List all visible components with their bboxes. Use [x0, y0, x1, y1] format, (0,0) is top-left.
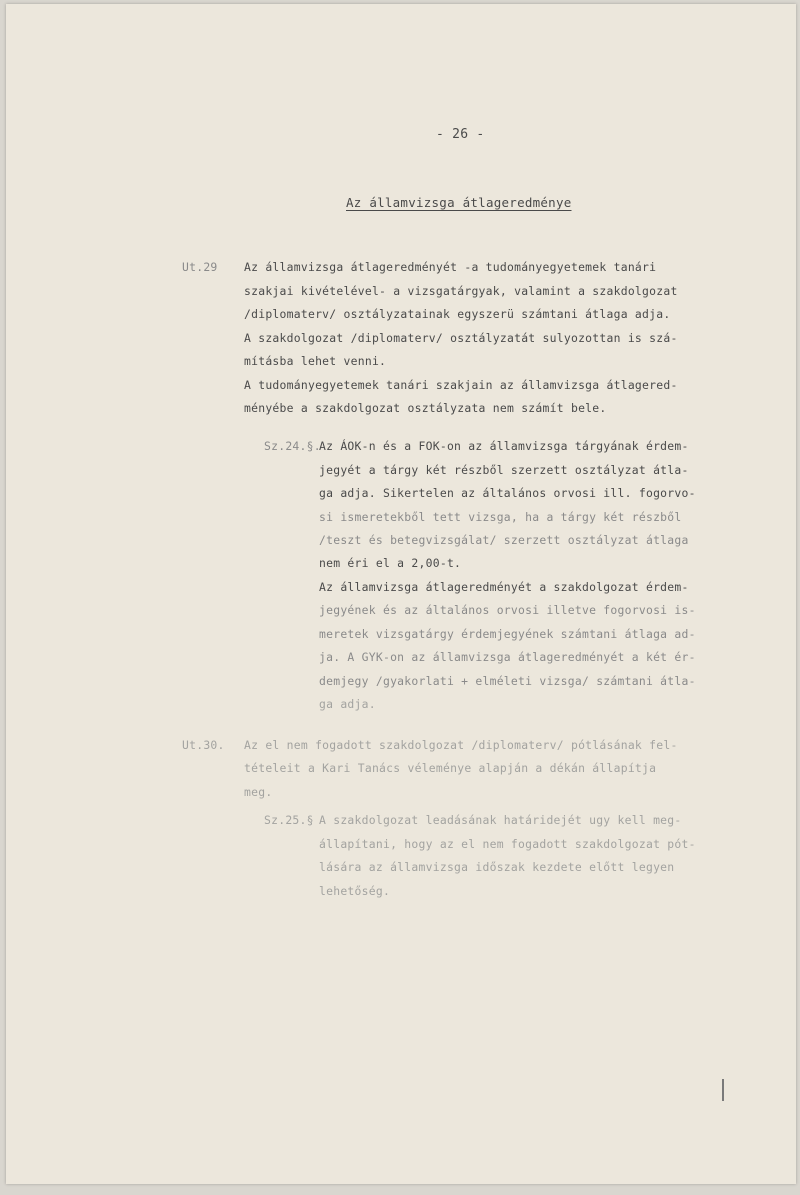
paragraph-line: Az ÁOK-n és a FOK-on az államvizsga tárgyának érdem-: [319, 439, 689, 453]
paragraph-line: meretek vizsgatárgy érdemjegyének számtani átlaga ad-: [319, 627, 696, 641]
section-marker-sz25: Sz.25.§: [264, 813, 314, 827]
paragraph-line: mításba lehet venni.: [244, 354, 387, 368]
paragraph-line: ja. A GYK-on az államvizsga átlageredményét a két ér-: [319, 650, 696, 664]
paragraph-line: tételeit a Kari Tanács véleménye alapján a dékán állapítja: [244, 761, 657, 775]
paragraph-line: ga adja. Sikertelen az általános orvosi ill. fogorvo-: [319, 486, 696, 500]
paragraph-line: si ismeretekből tett vizsga, ha a tárgy két részből: [319, 510, 682, 524]
paragraph-line: lására az államvizsga időszak kezdete előtt legyen: [319, 860, 675, 874]
paragraph-line: Az államvizsga átlageredményét -a tudományegyetemek tanári: [244, 260, 657, 274]
paragraph-line: Az államvizsga átlageredményét a szakdolgozat érdem-: [319, 580, 689, 594]
paragraph-line: jegyének és az általános orvosi illetve fogorvosi is-: [319, 603, 696, 617]
paragraph-line: A szakdolgozat leadásának határidejét ugy kell meg-: [319, 813, 682, 827]
page-title: Az államvizsga átlageredménye: [346, 195, 572, 210]
paragraph-line: A tudományegyetemek tanári szakjain az államvizsga átlagered-: [244, 378, 678, 392]
paragraph-line: meg.: [244, 785, 273, 799]
section-marker-ut29: Ut.29: [182, 260, 218, 274]
page-number: - 26 -: [436, 127, 485, 142]
paragraph-line: nem éri el a 2,00-t.: [319, 556, 462, 570]
paragraph-line: /diplomaterv/ osztályzatainak egyszerü számtani átlaga adja.: [244, 307, 671, 321]
margin-mark: [722, 1079, 724, 1101]
paragraph-line: ményébe a szakdolgozat osztályzata nem számít bele.: [244, 401, 607, 415]
paragraph-line: lehetőség.: [319, 884, 391, 898]
paragraph-line: A szakdolgozat /diplomaterv/ osztályzatát sulyozottan is szá-: [244, 331, 678, 345]
paragraph-line: /teszt és betegvizsgálat/ szerzett osztályzat átlaga: [319, 533, 689, 547]
section-marker-sz24: Sz.24.§.: [264, 439, 321, 453]
section-marker-ut30: Ut.30.: [182, 738, 225, 752]
paragraph-line: ga adja.: [319, 697, 376, 711]
paragraph-line: demjegy /gyakorlati + elméleti vizsga/ számtani átla-: [319, 674, 696, 688]
document-page: [6, 4, 796, 1184]
paragraph-line: jegyét a tárgy két részből szerzett osztályzat átla-: [319, 463, 689, 477]
paragraph-line: állapítani, hogy az el nem fogadott szakdolgozat pót-: [319, 837, 696, 851]
paragraph-line: Az el nem fogadott szakdolgozat /diplomaterv/ pótlásának fel-: [244, 738, 678, 752]
paragraph-line: szakjai kivételével- a vizsgatárgyak, valamint a szakdolgozat: [244, 284, 678, 298]
